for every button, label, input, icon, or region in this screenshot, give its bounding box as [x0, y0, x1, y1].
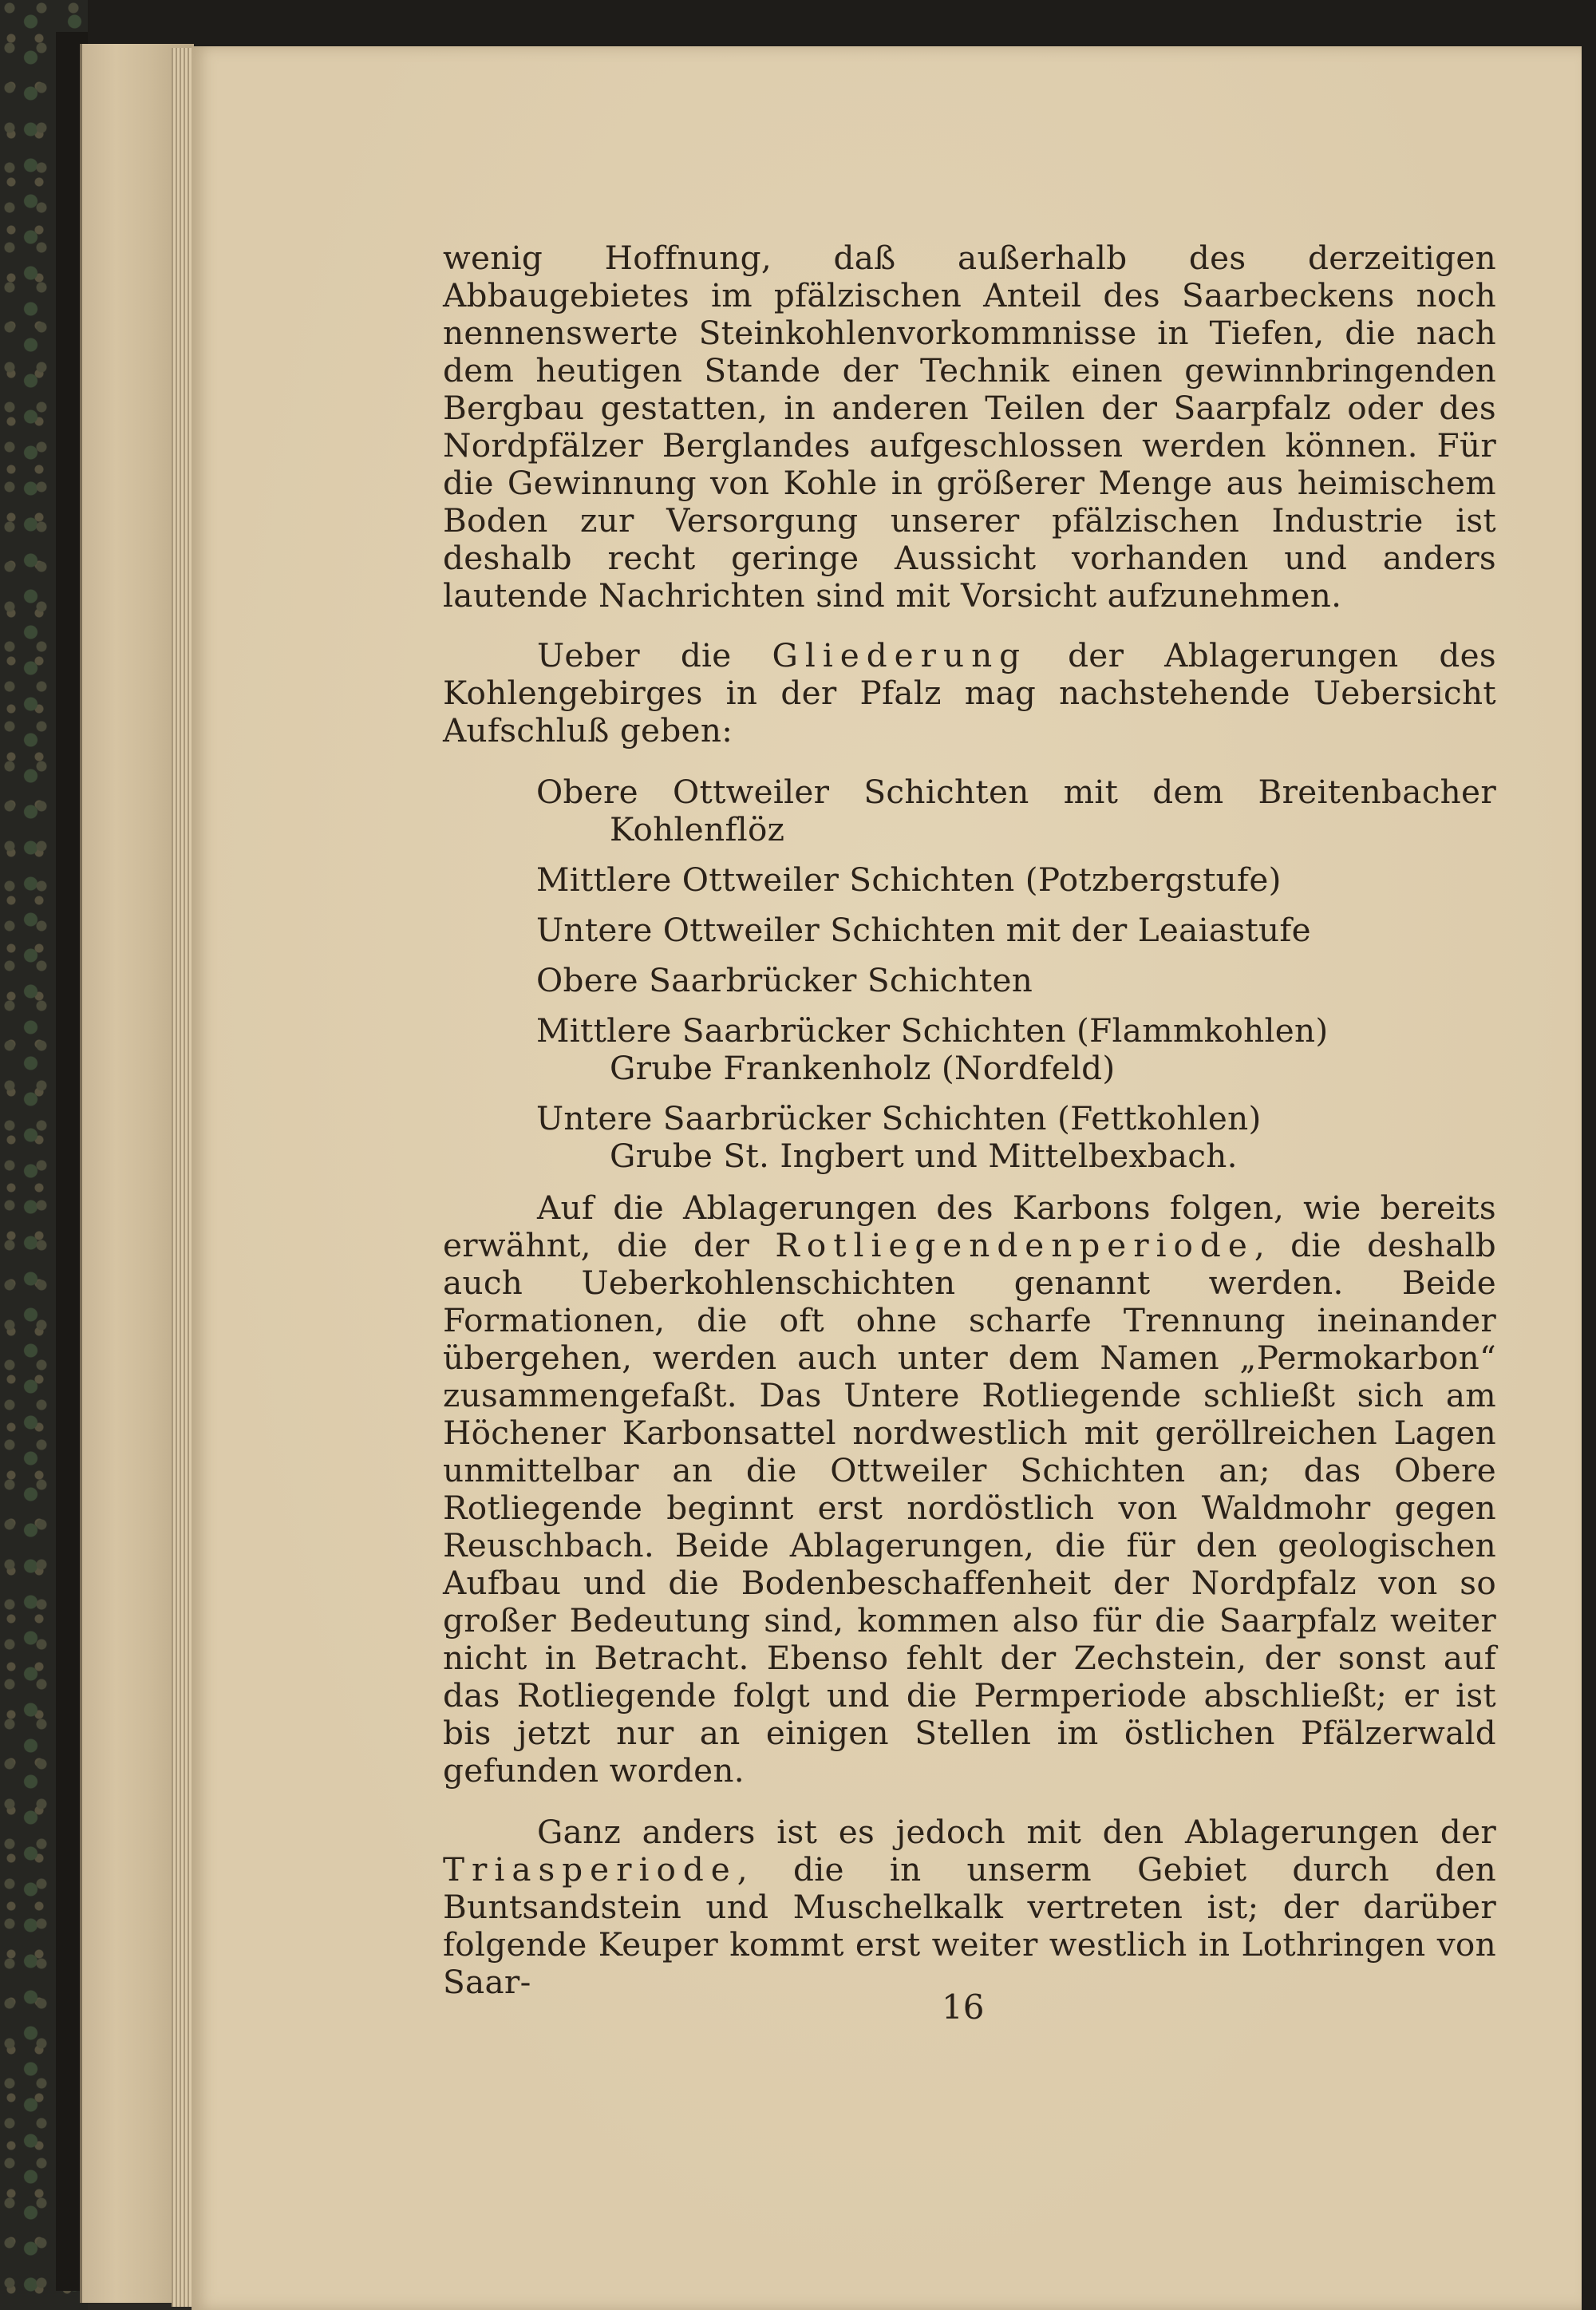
list-item-main: Obere Ottweiler Schichten mit dem Breitenbacher [536, 773, 1496, 811]
list-item-sub: Grube Frankenholz (Nordfeld) [610, 1049, 1116, 1087]
paragraph-4-end: , die in unserm Gebiet durch den Buntsandstein und Muschelkalk vertreten ist; der darüber folgende Keuper kommt erst weiter westlich in Lothringen von Saar- [443, 1850, 1496, 2001]
list-item [536, 962, 1496, 999]
book-top-edge [80, 0, 1596, 46]
paragraph-2-end: der Ablagerungen des Kohlengebirges in der Pfalz mag nachstehende Uebersicht Aufschluß geben: [443, 636, 1496, 750]
paragraph-4-start: Ganz anders ist es jedoch mit den Ablagerungen der [537, 1813, 1496, 1851]
emphasis-triasperiode: Triasperiode [443, 1850, 737, 1889]
emphasis-rotliegendenperiode: Rotliegendenperiode [775, 1226, 1254, 1264]
paragraph-3 [443, 1189, 1496, 1790]
list-item-main: Untere Saarbrücker Schichten (Fettkohlen) [536, 1099, 1262, 1137]
page-number: 16 [942, 1988, 985, 2027]
emphasis-gliederung: Gliederung [772, 636, 1028, 674]
list-item-main: Untere Ottweiler Schichten mit der Leaiastufe [536, 911, 1311, 949]
list-item-main: Mittlere Saarbrücker Schichten (Flammkohlen) [536, 1011, 1329, 1050]
list-item [536, 861, 1496, 899]
list-item [536, 912, 1496, 949]
page-body-text [443, 239, 1496, 2001]
list-item-main: Obere Saarbrücker Schichten [536, 961, 1033, 999]
list-item [536, 1012, 1496, 1087]
paragraph-2 [443, 637, 1496, 750]
paragraph-1: wenig Hoffnung, daß außerhalb des derzeitigen Abbaugebietes im pfälzischen Anteil des Saarbeckens noch nennenswerte Steinkohlenvorkommnisse in Tiefen, die nach dem heutigen Stande der Technik einen gewinnbringenden Bergbau gestatten, in anderen Teilen der Saarpfalz oder des Nordpfälzer Berglandes aufgeschlossen werden können. Für die Gewinnung von Kohle in größerer Menge aus heimischem Boden zur Versorgung unserer pfälzischen Industrie ist deshalb recht geringe Aussicht vorhanden und anders lautende Nachrichten sind mit Vorsicht aufzunehmen. [443, 239, 1496, 615]
paragraph-2-start: Ueber die [537, 636, 772, 674]
list-item [536, 1100, 1496, 1175]
book-right-edge [1582, 0, 1596, 2310]
paragraph-4 [443, 1814, 1496, 2001]
paragraph-3-start: Auf die Ablagerungen des Karbons folgen, wie bereits erwähnt, die der [443, 1189, 1496, 1264]
strata-list [536, 773, 1496, 1175]
list-item [536, 773, 1496, 848]
list-item-sub: Grube St. Ingbert und Mittelbexbach. [610, 1137, 1238, 1175]
list-item-main: Mittlere Ottweiler Schichten (Potzbergstufe) [536, 860, 1282, 899]
list-item-sub: Kohlenflöz [610, 810, 785, 848]
paragraph-3-end: , die deshalb auch Ueberkohlenschichten genannt werden. Beide Formationen, die oft ohne scharfe Trennung ineinander übergehen, werden auch unter dem Namen „Permokarbon“ zusammengefaßt. Das Untere Rotliegende schließt sich am Höchener Karbonsattel nordwestlich mit geröllreichen Lagen unmittelbar an die Ottweiler Schichten an; das Obere Rotliegende beginnt erst nordöstlich von Waldmohr gegen Reuschbach. Beide Ablagerungen, die für den geologischen Aufbau und die Bodenbeschaffenheit der Nordpfalz von so großer Bedeutung sind, kommen also für die Saarpfalz weiter nicht in Betracht. Ebenso fehlt der Zechstein, der sonst auf das Rotliegende folgt und die Permperiode abschließt; er ist bis jetzt nur an einigen Stellen im östlichen Pfälzerwald gefunden worden. [443, 1226, 1497, 1790]
